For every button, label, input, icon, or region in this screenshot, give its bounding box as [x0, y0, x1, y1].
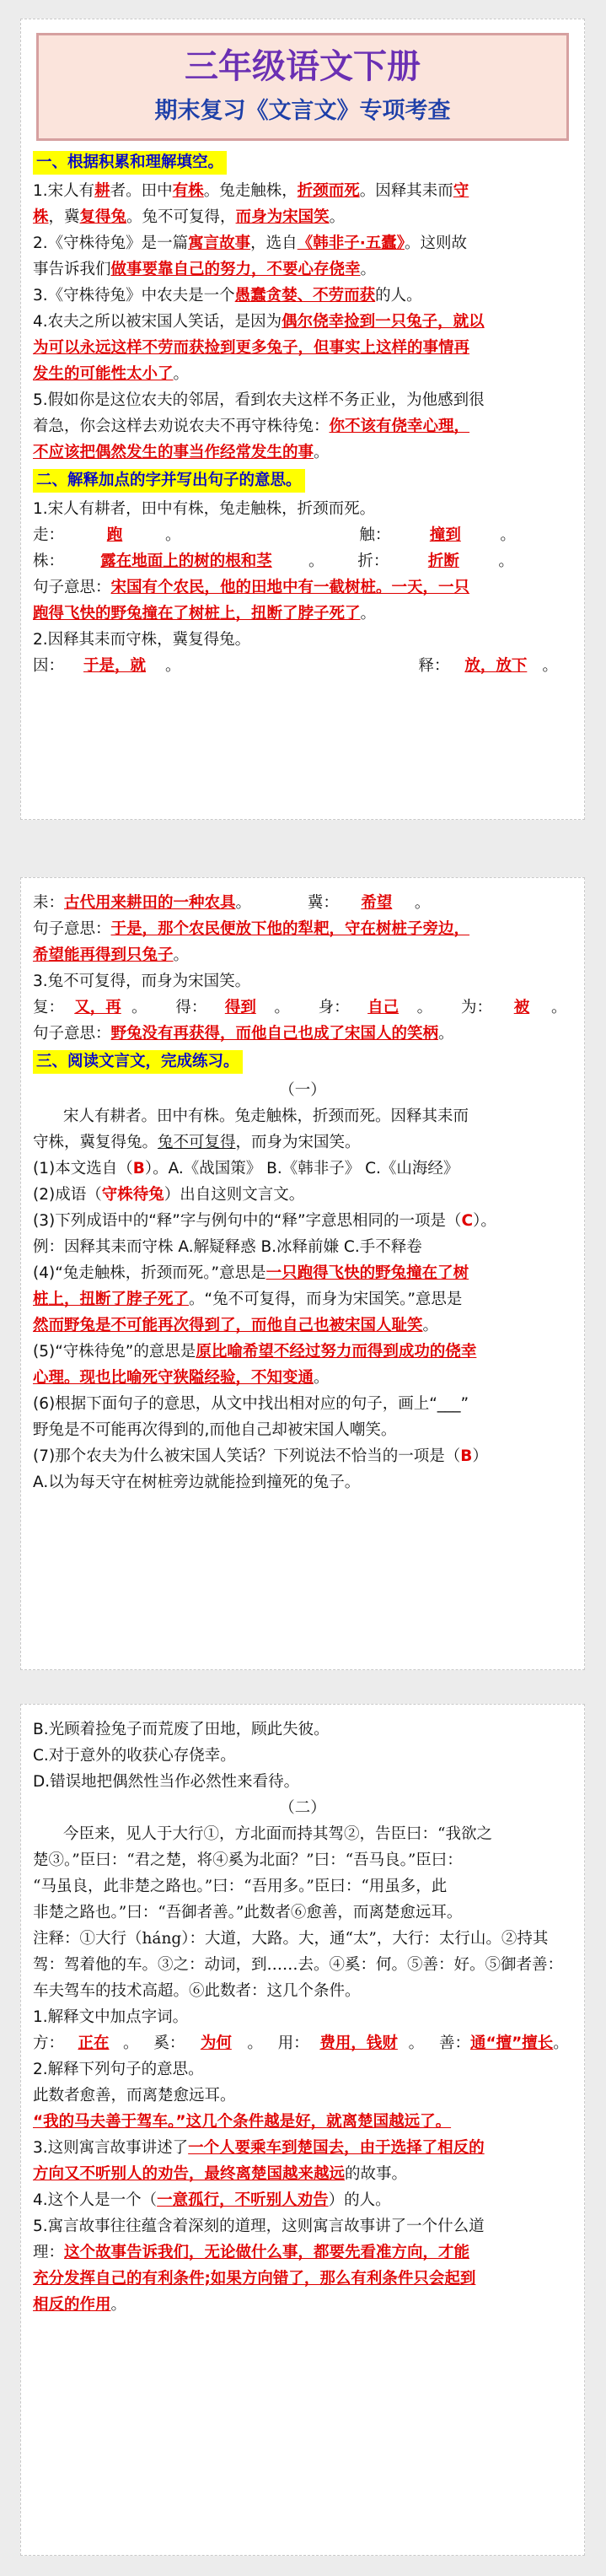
section-1-heading: 一、根据积累和理解填空。: [33, 151, 227, 175]
passage-1-label: （一）: [279, 1081, 326, 1099]
p2-q4: 4.这个人是一个（一意孤行，不听别人劝告）的人。: [33, 2191, 391, 2209]
page-subtitle: 期末复习《文言文》专项考查: [154, 98, 451, 124]
s3-q5-line1: (5)“守株待兔”的意思是原比喻希望不经过努力而得到成功的侥幸: [33, 1343, 477, 1361]
s1-q2-line1: 2.《守株待兔》是一篇寓言故事，选自《韩非子·五蠹》。这则故: [33, 234, 467, 252]
s2-meaning2-line1: 句子意思：于是，那个农民便放下他的犁耙，守在树桩子旁边，: [33, 920, 470, 938]
passage-2-label: （二）: [279, 1799, 326, 1817]
s1-q5-line3: 不应该把偶然发生的事当作经常发生的事。: [33, 444, 330, 461]
p2-q5-line4: 相反的作用。: [33, 2296, 127, 2314]
s2-lei-ji: 耒：古代用来耕田的一种农具。 冀： 希望 。: [33, 894, 431, 912]
notes-line2: 驾：驾着他的车。③之：动词，到……去。④奚：何。⑤善：好。⑤御者善：: [33, 1956, 564, 1974]
p2-q5-line3: 充分发挥自己的有利条件;如果方向错了，那么有利条件只会起到: [33, 2270, 476, 2288]
s2-q3: 3.兔不可复得，而身为宋国笑。: [33, 973, 251, 990]
s2-fu-de-shen-wei: 复： 又，再 。 得： 得到 。 身： 自己 。 为： 被 。: [33, 999, 567, 1016]
s2-meaning1-line1: 句子意思：宋国有个农民，他的田地中有一截树桩。一天，一只: [33, 579, 470, 596]
passage-2-line2: 楚③。”臣曰：“君之楚，将④奚为北面？”曰：“吾马良。”臣曰：: [33, 1851, 463, 1869]
p2-q2-answer: “我的马夫善于驾车。”这几个条件越是好，就离楚国越远了。: [33, 2113, 452, 2131]
page-title: 三年级语文下册: [185, 47, 421, 86]
p2-q5-line2: 理：这个故事告诉我们，无论做什么事，都要先看准方向，才能: [33, 2244, 470, 2261]
p2-q1: 1.解释文中加点字词。: [33, 2008, 189, 2026]
s3-q4-line2: 桩上，扭断了脖子死了。“兔不可复得，而身为宋国笑。”意思是: [33, 1291, 463, 1308]
s1-q1-line1: 1.宋人有耕者。田中有株。兔走触株，折颈而死。因释其耒而守: [33, 182, 469, 200]
notes-line3: 车夫驾车的技术高超。⑥此数者：这几个条件。: [33, 1982, 361, 2000]
p2-q5-line1: 5.寓言故事往往蕴含着深刻的道理，这则寓言故事讲了一个什么道: [33, 2218, 485, 2235]
s1-q5-line2: 着急，你会这样去劝说农夫不再守株待兔：你不该有侥幸心理，: [33, 418, 470, 435]
s2-zhu-zhe: 株： 露在地面上的树的根和茎 。 折： 折断 。: [33, 552, 514, 570]
s3-q1: (1)本文选自（B）。A.《战国策》 B.《韩非子》 C.《山海经》: [33, 1160, 459, 1178]
p2-q2: 2.解释下列句子的意思。: [33, 2061, 204, 2078]
s3-q6-line2: 野兔是不可能再次得到的,而他自己却被宋国人嘲笑。: [33, 1421, 397, 1439]
s3-q4-line1: (4)“兔走触株，折颈而死。”意思是一只跑得飞快的野兔撞在了树: [33, 1264, 469, 1282]
s3-q2: (2)成语（守株待兔）出自这则文言文。: [33, 1186, 305, 1204]
s1-q4-line3: 发生的可能性太小了。: [33, 365, 190, 383]
s3-q7-option-a: A.以为每天守在树桩旁边就能捡到撞死的兔子。: [33, 1474, 361, 1491]
s2-q2: 2.因释其耒而守株，冀复得兔。: [33, 631, 251, 649]
passage-2-line1: 今臣来，见人于大行①，方北面而持其驾②，告臣曰：“我欲之: [63, 1825, 492, 1843]
s2-meaning1-line2: 跑得飞快的野兔撞在了树桩上，扭断了脖子死了。: [33, 605, 377, 622]
p2-q2-sentence: 此数者愈善，而离楚愈远耳。: [33, 2087, 236, 2104]
worksheet-page-1: [20, 19, 585, 820]
s3-q3: (3)下列成语中的“释”字与例句中的“释”字意思相同的一项是（C）。: [33, 1212, 496, 1230]
passage-2-line4: 非楚之路也。”曰：“吾御者善。”此数者⑥愈善，而离楚愈远耳。: [33, 1904, 463, 1921]
section-3-heading: 三、阅读文言文，完成练习。: [33, 1050, 243, 1074]
s3-q3-example: 例：因释其耒而守株 A.解疑释惑 B.冰释前嫌 C.手不释卷: [33, 1238, 422, 1256]
s3-q7-option-d: D.错误地把偶然性当作必然性来看待。: [33, 1773, 300, 1791]
s1-q3: 3.《守株待兔》中农夫是一个愚蠢贪婪、不劳而获的人。: [33, 287, 422, 304]
s2-q1: 1.宋人有耕者，田中有株，兔走触株，折颈而死。: [33, 500, 376, 518]
s2-yin-shi: 因： 于是，就 。 释： 放，放下 。: [33, 657, 558, 675]
s3-q7-option-c: C.对于意外的收获心存侥幸。: [33, 1747, 236, 1765]
title-banner: [36, 33, 569, 141]
p2-q1-answers: 方： 正在 。 奚： 为何 。 用： 费用，钱财 。 善：通“擅”擅长。: [33, 2034, 569, 2052]
worksheet-page-2: [20, 877, 585, 1670]
s3-q4-line3: 然而野兔是不可能再次得到了，而他自己也被宋国人耻笑。: [33, 1317, 439, 1334]
passage-2-line3: “马虽良，此非楚之路也。”曰：“吾用多。”臣曰：“用虽多，此: [33, 1878, 448, 1895]
s1-q5-line1: 5.假如你是这位农夫的邻居，看到农夫这样不务正业，为他感到很: [33, 391, 485, 409]
p2-q3-line1: 3.这则寓言故事讲述了一个人要乘车到楚国去，由于选择了相反的: [33, 2139, 485, 2157]
s1-q4-line1: 4.农夫之所以被宋国人笑话，是因为偶尔侥幸捡到一只兔子，就以: [33, 313, 485, 331]
worksheet-page-3: [20, 1704, 585, 2556]
p2-q3-line2: 方向又不听别人的劝告，最终离楚国越来越远的故事。: [33, 2165, 408, 2183]
s1-q1-line2: 株，冀复得兔。兔不可复得，而身为宋国笑。: [33, 208, 346, 226]
s1-q2-line2: 事告诉我们做事要靠自己的努力，不要心存侥幸。: [33, 261, 377, 278]
passage-1-line1: 宋人有耕者。田中有株。兔走触株，折颈而死。因释其耒而: [63, 1107, 469, 1125]
s2-meaning3: 句子意思：野兔没有再获得，而他自己也成了宋国人的笑柄。: [33, 1025, 454, 1043]
s2-zou-chu: 走： 跑 。 触： 撞到 。: [33, 526, 516, 544]
s2-meaning2-line2: 希望能再得到只兔子。: [33, 946, 190, 964]
notes-line1: 注释：①大行（háng）：大道，大路。大，通“太”，大行：太行山。②持其: [33, 1930, 549, 1948]
s3-q6-line1: (6)根据下面句子的意思，从文中找出相对应的句子，画上“___”: [33, 1395, 469, 1413]
passage-1-line2: 守株，冀复得兔。兔不可复得，而身为宋国笑。: [33, 1134, 361, 1151]
section-2-heading: 二、解释加点的字并写出句子的意思。: [33, 469, 305, 493]
s3-q7: (7)那个农夫为什么被宋国人笑话？下列说法不恰当的一项是（B）: [33, 1447, 488, 1465]
s3-q5-line2: 心理。现也比喻死守狭隘经验，不知变通。: [33, 1369, 330, 1387]
s3-q7-option-b: B.光顾着捡兔子而荒废了田地，顾此失彼。: [33, 1721, 330, 1738]
s1-q4-line2: 为可以永远这样不劳而获捡到更多兔子，但事实上这样的事情再: [33, 339, 470, 357]
